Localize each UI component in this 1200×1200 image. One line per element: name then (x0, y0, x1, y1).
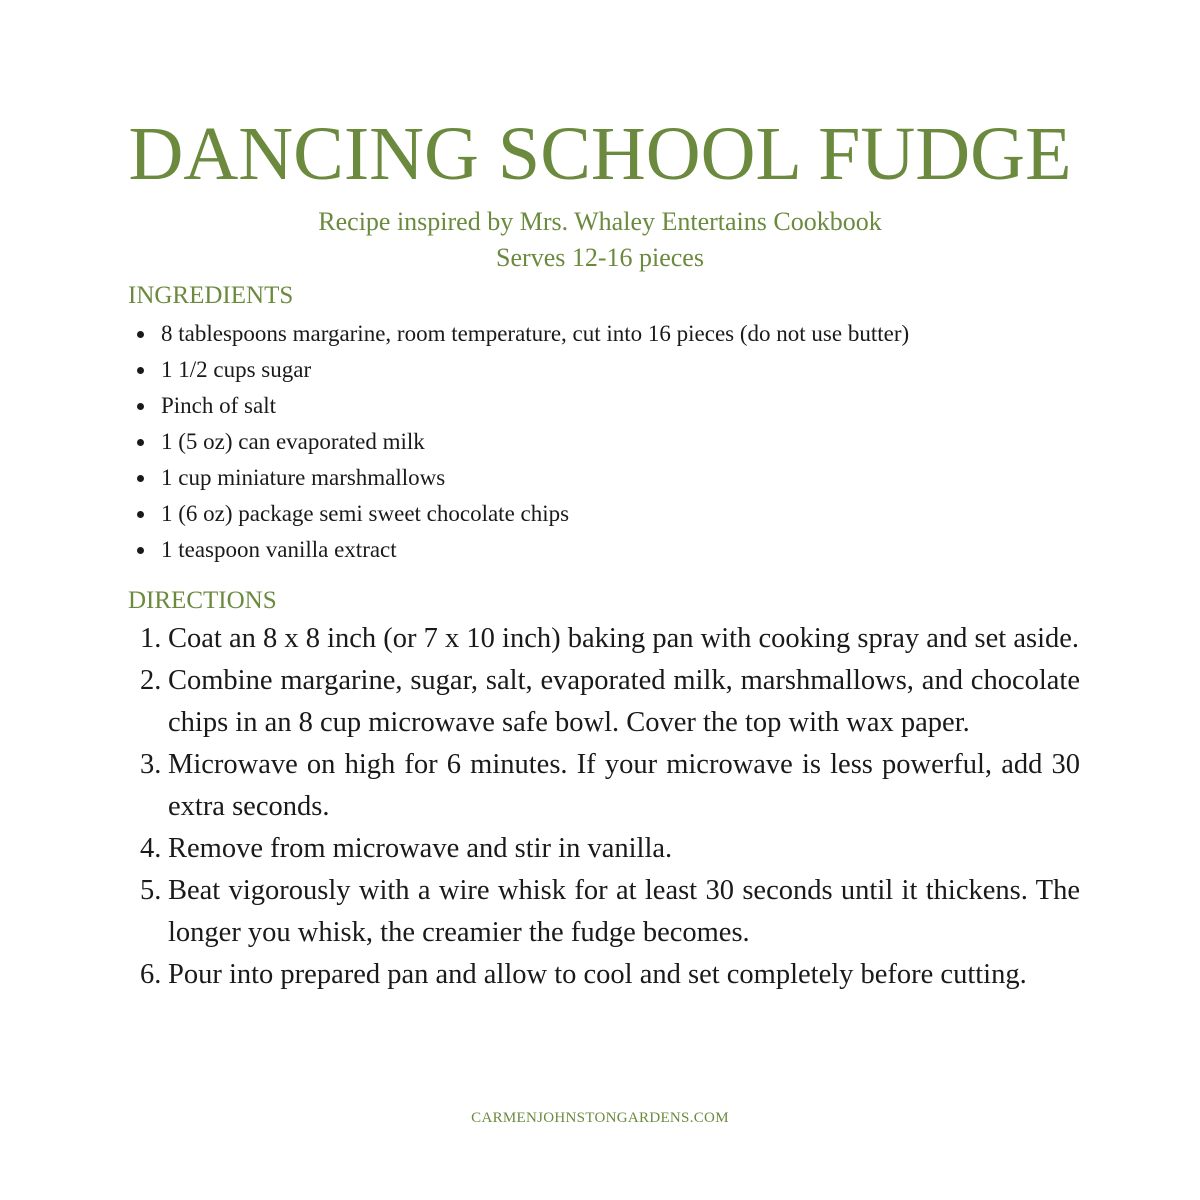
ingredient-text: 1 teaspoon vanilla extract (161, 537, 397, 562)
bullet-icon (137, 439, 144, 446)
ingredient-text: 8 tablespoons margarine, room temperature, cut into 16 pieces (do not use butter) (161, 321, 910, 346)
direction-step (140, 744, 1080, 828)
direction-step (140, 618, 1080, 660)
bullet-icon (137, 331, 144, 338)
step-number: 1. (140, 623, 162, 654)
recipe-source: Recipe inspired by Mrs. Whaley Entertains Cookbook (318, 207, 882, 236)
ingredients-heading: INGREDIENTS (128, 282, 294, 309)
direction-step (140, 660, 1080, 744)
step-text: Pour into prepared pan and allow to cool and set completely before cutting. (168, 959, 1027, 990)
step-number: 3. (140, 749, 162, 780)
step-text: Combine margarine, sugar, salt, evaporated milk, marshmallows, and chocolate chips in an 8 cup microwave safe bowl. Cover the top with wax paper. (168, 665, 1080, 738)
step-text: Microwave on high for 6 minutes. If your microwave is less powerful, add 30 extra seconds. (168, 749, 1080, 822)
direction-step (140, 954, 1080, 996)
ingredient-item (137, 352, 1097, 388)
ingredient-text: 1 1/2 cups sugar (161, 357, 312, 382)
recipe-servings: Serves 12-16 pieces (496, 243, 704, 272)
bullet-icon (137, 367, 144, 374)
recipe-title: DANCING SCHOOL FUDGE (128, 112, 1072, 196)
step-number: 4. (140, 833, 162, 864)
ingredients-list (137, 316, 1097, 568)
bullet-icon (137, 547, 144, 554)
ingredient-text: 1 (5 oz) can evaporated milk (161, 429, 425, 454)
ingredient-item (137, 496, 1097, 532)
step-number: 2. (140, 665, 162, 696)
ingredient-text: 1 (6 oz) package semi sweet chocolate chips (161, 501, 570, 526)
step-text: Beat vigorously with a wire whisk for at least 30 seconds until it thickens. The longer you whisk, the creamier the fudge becomes. (168, 875, 1080, 948)
bullet-icon (137, 475, 144, 482)
step-number: 6. (140, 959, 162, 990)
bullet-icon (137, 403, 144, 410)
directions-heading: DIRECTIONS (128, 587, 277, 614)
step-text: Coat an 8 x 8 inch (or 7 x 10 inch) baking pan with cooking spray and set aside. (168, 623, 1080, 654)
ingredient-item (137, 532, 1097, 568)
step-text: Remove from microwave and stir in vanilla. (168, 833, 673, 864)
ingredient-item (137, 460, 1097, 496)
step-number: 5. (140, 875, 162, 906)
direction-step (140, 870, 1080, 954)
directions-list (140, 618, 1080, 996)
ingredient-item (137, 424, 1097, 460)
direction-step (140, 828, 1080, 870)
ingredient-item (137, 388, 1097, 424)
bullet-icon (137, 511, 144, 518)
ingredient-item (137, 316, 1097, 352)
website-footer: CARMENJOHNSTONGARDENS.COM (471, 1110, 729, 1126)
ingredient-text: Pinch of salt (161, 393, 276, 418)
ingredient-text: 1 cup miniature marshmallows (161, 465, 446, 490)
